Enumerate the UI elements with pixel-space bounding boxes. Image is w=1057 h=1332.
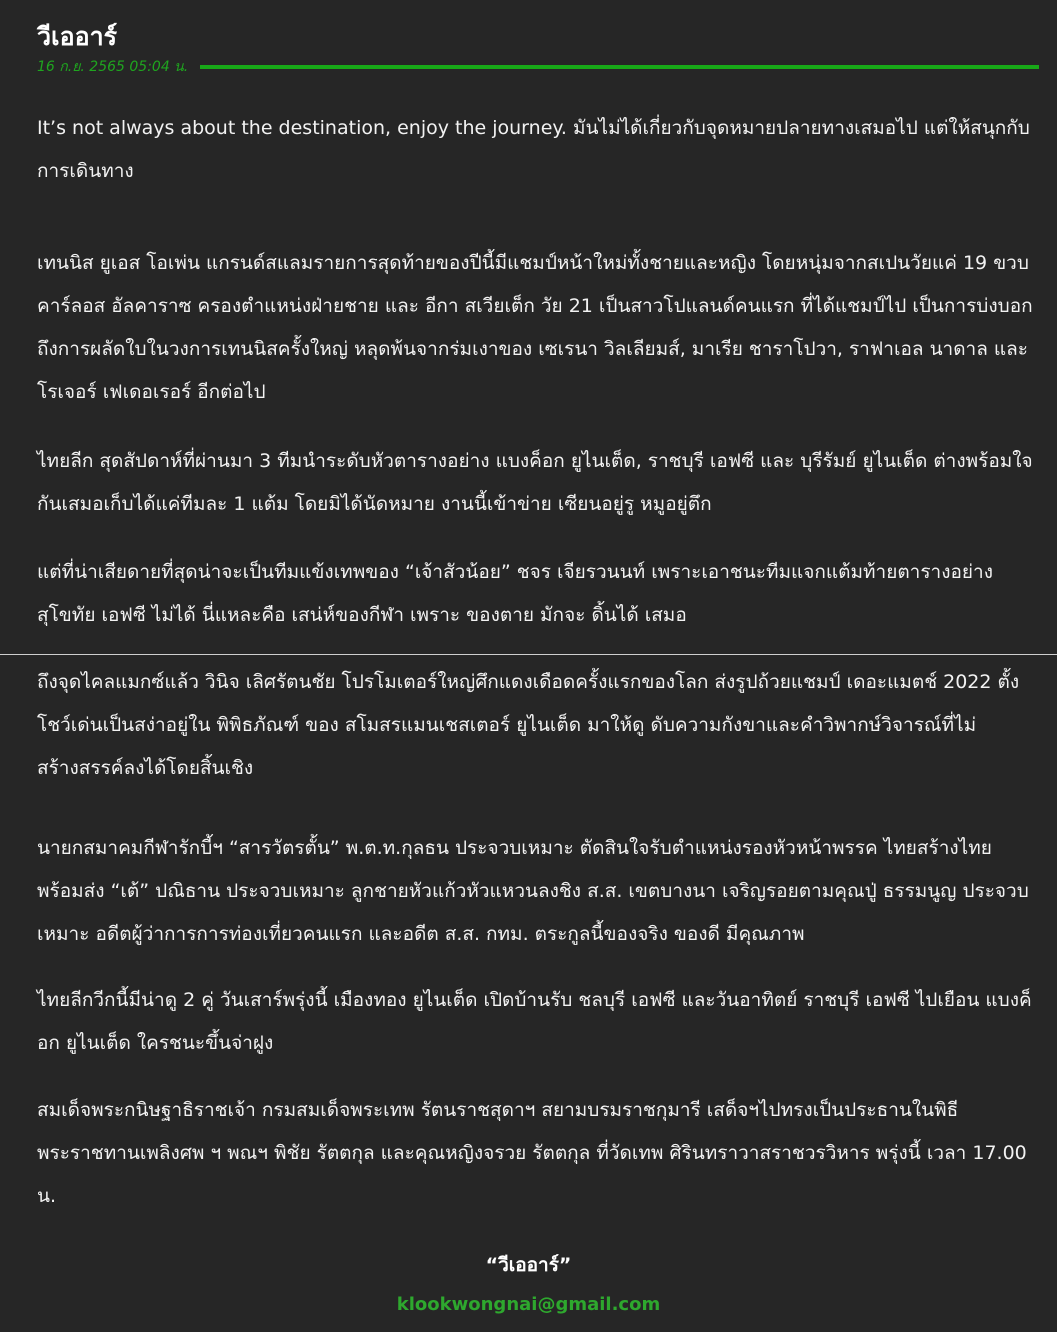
paragraph-3 bbox=[37, 440, 1039, 526]
paragraph-text: ไทยลีก สุดสัปดาห์ที่ผ่านมา 3 ทีมนำระดับหัวตารางอย่าง แบงค็อก ยูไนเต็ด, ราชบุรี เอฟซี และ บุรีรัมย์ ยูไนเต็ด ต่างพร้อมใจกันเสมอเก็บได้แค่ทีมละ 1 แต้ม โดยมิได้นัดหมาย งานนี้เข้าข่าย เซียนอยู่รู หมูอยู่ตึก bbox=[37, 450, 1033, 515]
title-underline bbox=[200, 65, 1039, 69]
paragraph-4 bbox=[37, 551, 1039, 637]
publish-date: 16 ก.ย. 2565 05:04 น. bbox=[37, 59, 189, 75]
paragraph-text: แต่ที่น่าเสียดายที่สุดน่าจะเป็นทีมแข้งเทพของ “เจ้าสัวน้อย” ชจร เจียรวนนท์ เพราะเอาชนะทีมแจกแต้มท้ายตารางอย่าง สุโขทัย เอฟซี ไม่ได้ นี่แหละคือ เสน่ห์ของกีฬา เพราะ ของตาย มักจะ ดิ้นได้ เสมอ bbox=[37, 561, 993, 626]
paragraph-5 bbox=[37, 661, 1039, 790]
author-email-link[interactable]: klookwongnai@gmail.com bbox=[396, 1294, 661, 1315]
article-header bbox=[37, 20, 1039, 78]
article-title: วีเออาร์ bbox=[37, 22, 118, 51]
author-signature: “วีเออาร์” bbox=[485, 1254, 572, 1276]
paragraph-text: นายกสมาคมกีฬารักบี้ฯ “สารวัตรตั้น” พ.ต.ท.กุลธน ประจวบเหมาะ ตัดสินใจรับตำแหน่งรองหัวหน้าพรรค ไทยสร้างไทย พร้อมส่ง “เต้” ปณิธาน ประจวบเหมาะ ลูกชายหัวแก้วหัวแหวนลงชิง ส.ส. เขตบางนา เจริญรอยตามคุณปู่ ธรรมนูญ ประจวบเหมาะ อดีตผู้ว่าการการท่องเที่ยวคนแรก และอดีต ส.ส. กทม. ตระกูลนี้ของจริง ของดี มีคุณภาพ bbox=[37, 837, 1029, 945]
paragraph-text: It’s not always about the destination, enjoy the journey. มันไม่ได้เกี่ยวกับจุดหมายปลายทางเสมอไป แต่ให้สนุกกับการเดินทาง bbox=[37, 117, 1030, 182]
paragraph-text: สมเด็จพระกนิษฐาธิราชเจ้า กรมสมเด็จพระเทพ รัตนราชสุดาฯ สยามบรมราชกุมารี เสด็จฯไปทรงเป็นประธานในพิธีพระราชทานเพลิงศพ ฯ พณฯ พิชัย รัตตกุล และคุณหญิงจรวย รัตตกุล ที่วัดเทพ ศิรินทราวาสราชวรวิหาร พรุ่งนี้ เวลา 17.00 น. bbox=[37, 1099, 1027, 1207]
paragraph-text: ไทยลีกวีกนี้มีน่าดู 2 คู่ วันเสาร์พรุ่งนี้ เมืองทอง ยูไนเต็ด เปิดบ้านรับ ชลบุรี เอฟซี และวันอาทิตย์ ราชบุรี เอฟซี ไปเยือน แบงค็อก ยูไนเต็ด ใครชนะขึ้นจ่าฝูง bbox=[37, 989, 1032, 1054]
paragraph-6 bbox=[37, 827, 1039, 956]
date-row bbox=[37, 56, 1039, 78]
paragraph-8 bbox=[37, 1089, 1039, 1218]
paragraph-text: ถึงจุดไคลแมกซ์แล้ว วินิจ เลิศรัตนชัย โปรโมเตอร์ใหญ่ศึกแดงเดือดครั้งแรกของโลก ส่งรูปถ้วยแชมป์ เดอะแมตช์ 2022 ตั้งโชว์เด่นเป็นสง่าอยู่ใน พิพิธภัณฑ์ ของ สโมสรแมนเชสเตอร์ ยูไนเต็ด มาให้ดู ดับความกังขาและคำวิพากษ์วิจารณ์ที่ไม่สร้างสรรค์ลงได้โดยสิ้นเชิง bbox=[37, 671, 1020, 779]
paragraph-7 bbox=[37, 979, 1039, 1065]
section-divider bbox=[0, 654, 1057, 655]
paragraph-2 bbox=[37, 242, 1039, 414]
paragraph-1 bbox=[37, 107, 1039, 193]
paragraph-text: เทนนิส ยูเอส โอเพ่น แกรนด์สแลมรายการสุดท้ายของปีนี้มีแชมป์หน้าใหม่ทั้งชายและหญิง โดยหนุ่มจากสเปนวัยแค่ 19 ขวบ คาร์ลอส อัลคาราซ ครองตำแหน่งฝ่ายชาย และ อีกา สเวียเต็ก วัย 21 เป็นสาวโปแลนด์คนแรก ที่ได้แชมป์ไป เป็นการบ่งบอกถึงการผลัดใบในวงการเทนนิสครั้งใหญ่ หลุดพ้นจากร่มเงาของ เซเรนา วิลเลียมส์, มาเรีย ชาราโปวา, ราฟาเอล นาดาล และโรเจอร์ เฟเดอเรอร์ อีกต่อไป bbox=[37, 252, 1033, 403]
